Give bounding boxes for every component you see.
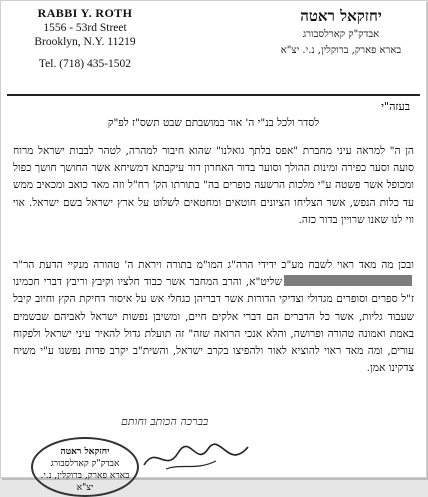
- english-street: 1556 - 53rd Street: [43, 22, 127, 34]
- signature-scribble: [136, 437, 256, 477]
- stamp-name: יחזקאל ראטה: [60, 447, 110, 457]
- english-rabbi-name: RABBI Y. ROTH: [37, 6, 133, 20]
- stamp-address: בארא פארק, ברוקלין, נ.י. יצ"א: [40, 471, 130, 493]
- body-paragraph-1: [13, 143, 414, 229]
- bsd-heading: בעזה"י: [381, 100, 410, 113]
- letterhead-divider: [7, 94, 420, 96]
- english-city: Brooklyn, N.Y. 11219: [34, 36, 136, 48]
- redacted-name-bar: [284, 275, 412, 286]
- paragraph-2-container: [13, 257, 414, 377]
- hebrew-address: בארא פארק, ברוקלין, נ.י. יצ"א: [280, 45, 402, 56]
- hebrew-letterhead: [266, 7, 416, 58]
- hebrew-rabbi-title: אבדק"ק קארלסבורג: [302, 29, 380, 40]
- english-letterhead: [10, 6, 160, 70]
- rabbi-stamp: [31, 437, 139, 497]
- paragraph-2-text-a: ובכן מה מאד ראוי לשבח מע"כ ידידי הרה"ג המו"מ בתורה ויראת ה' טהורה מנקיי הדעת הר"ר: [13, 259, 414, 271]
- body-paragraph-2: [13, 257, 414, 377]
- hebrew-rabbi-name: יחזקאל ראטה: [300, 7, 382, 25]
- stamp-title: אבדק"ק קארלסבורג: [50, 459, 120, 469]
- paragraph-2-text-b: שליט"א, והרב המחבר אשר כבוד חלציו וקיבץ וריבץ דברי חכמינו ז"ל ספרים וסופרים מגדולי וצדיקי הדורות אשר דבריהן כגחלי אש על איסור דחיקת הקץ וחיוב קיבל שעבוד גליות, אשר כל הדברים הם דברי אלקים חיים, ומשיבן נפשות ישראל לאביהם שבשמים באמת ואמונה טהורה ופרושה, והלא אנכי הרואה שזה" זה תועלת גדול להאיר עיני ישראל ולפקוח עורים, ומה מאד ראוי להוציא לאור ולהפיצו בקרב ישראל, והשית"ב יקרב פדות נפשנו ע"י משיח צדקינו אמן.: [13, 276, 414, 375]
- paragraph-1-text: הן ה" למראה עיני מחברת "אפס בלתך גואלנו" שהוא חיבור למהרה, לטהר לבבות ישראל מרוח סועה וסער כפירה ומינות ההולך וסוער בדור האחרון דור עיקבתא דמשיחא אשר החושך חושך כפול ומכופל אשר פשטה ע"י מלכות הרשעה כופרים בה" בתורתו הק' רח"ל וזה מאד כואב ומכאיב ממש עד כלות הנפש, אשר הצליחו הציונים חוטאים ומחטאים לשלוט על ארץ ישראל בשם ישראל. אוי ווי לנו שאנו שרויין בדור כזה.: [13, 145, 414, 226]
- english-phone: Tel. (718) 435-1502: [38, 58, 132, 70]
- closing-line: בברכה הכותב וחותם: [121, 415, 209, 428]
- date-line: לסדר ולכל בנ"י ה' אור במושבתם שבט תשס"ז לפ"ק: [107, 117, 320, 129]
